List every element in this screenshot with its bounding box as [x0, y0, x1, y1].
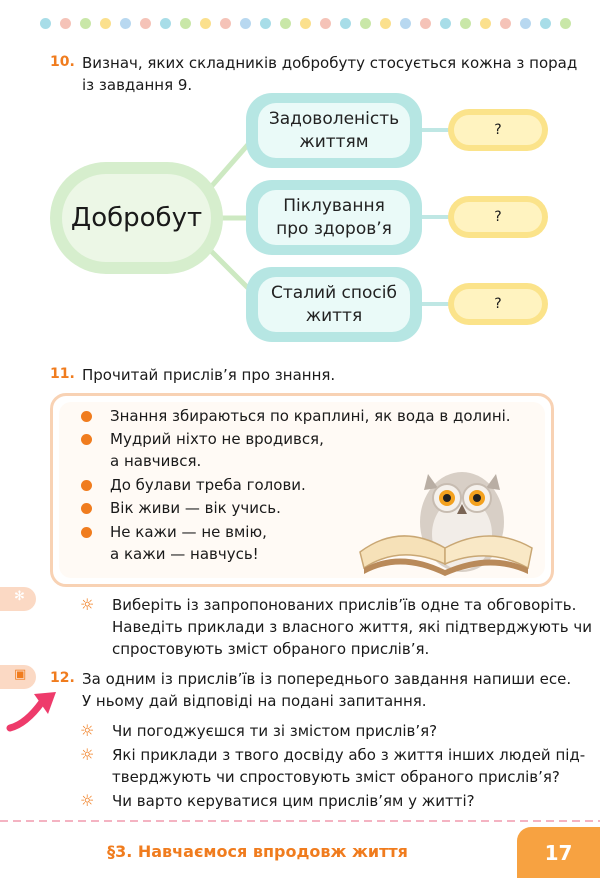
question-2-line1: Які приклади з твого досвіду або з життя інших людей під-	[112, 746, 586, 764]
smiley-bullet-icon	[81, 411, 92, 422]
mindmap-node-life-satisfaction	[246, 93, 422, 168]
sun-bullet-icon: ☼	[80, 595, 95, 614]
proverb-5-line2: а кажи — навчусь!	[110, 545, 259, 563]
group-task-line1: Виберіть із запропонованих прислів’їв одне та обговоріть.	[112, 596, 577, 614]
smiley-bullet-icon	[81, 527, 92, 538]
node-label-line1: Піклування	[283, 195, 385, 216]
mindmap-center	[50, 162, 223, 274]
proverb-5-line1: Не кажи — не вмію,	[110, 523, 267, 541]
task-11-text: Прочитай прислів’я про знання.	[82, 366, 336, 384]
group-task-line2: Наведіть приклади з власного життя, які підтверджують чи	[112, 618, 592, 636]
answer-placeholder: ?	[454, 115, 542, 145]
group-work-tab	[0, 587, 36, 611]
task-12-line1: За одним із прислів’їв із попереднього завдання напиши есе.	[82, 670, 572, 688]
smiley-bullet-icon	[81, 434, 92, 445]
task-12-number: 12.	[50, 670, 75, 686]
group-task-line3: спростовують зміст обраного прислів’я.	[112, 640, 430, 658]
smiley-bullet-icon	[81, 503, 92, 514]
page-number: 17	[517, 827, 600, 878]
answer-placeholder: ?	[454, 289, 542, 319]
node-label-line1: Сталий спосіб	[271, 282, 397, 303]
question-2-line2: тверджують чи спростовують зміст обраного прислів’я?	[112, 768, 560, 786]
sun-bullet-icon: ☼	[80, 721, 95, 740]
answer-pill-1	[448, 109, 548, 151]
group-icon: ✻	[14, 589, 25, 604]
sun-bullet-icon: ☼	[80, 791, 95, 810]
homework-tab	[0, 665, 36, 689]
node-label-line1: Задоволеність	[268, 108, 400, 129]
section-title: §3. Навчаємося впродовж життя	[107, 842, 408, 861]
footer-dashed-line	[0, 819, 600, 823]
smiley-bullet-icon	[81, 480, 92, 491]
mindmap-node-sustainable-lifestyle	[246, 267, 422, 342]
proverb-4: Вік живи — вік учись.	[110, 499, 281, 517]
mindmap-node-health-care	[246, 180, 422, 255]
question-3: Чи варто керуватися цим прислів’ям у житті?	[112, 792, 475, 810]
task-10-number: 10.	[50, 54, 75, 70]
question-1: Чи погоджуєшся ти зі змістом прислів’я?	[112, 722, 438, 740]
node-label-line2: про здоров’я	[276, 218, 392, 239]
answer-pill-3	[448, 283, 548, 325]
owl-book-illustration	[350, 452, 540, 576]
node-label-line2: життям	[299, 131, 369, 152]
node-label-line2: життя	[305, 305, 363, 326]
task-12-line2: У ньому дай відповіді на подані запитання.	[82, 692, 427, 710]
answer-placeholder: ?	[454, 202, 542, 232]
briefcase-icon: ▣	[14, 667, 27, 682]
center-label: Добробут	[62, 174, 211, 262]
proverb-3: До булави треба голови.	[110, 476, 306, 494]
proverb-2-line1: Мудрий ніхто не вродився,	[110, 430, 324, 448]
task-11-number: 11.	[50, 366, 75, 382]
answer-pill-2	[448, 196, 548, 238]
pointer-arrow-icon	[6, 688, 66, 732]
task-10-text-line2: із завдання 9.	[82, 76, 193, 94]
proverb-2-line2: а навчився.	[110, 452, 202, 470]
proverb-1: Знання збираються по краплині, як вода в долині.	[110, 407, 511, 425]
sun-bullet-icon: ☼	[80, 745, 95, 764]
task-10-text-line1: Визнач, яких складників добробуту стосується кожна з порад	[82, 54, 578, 72]
